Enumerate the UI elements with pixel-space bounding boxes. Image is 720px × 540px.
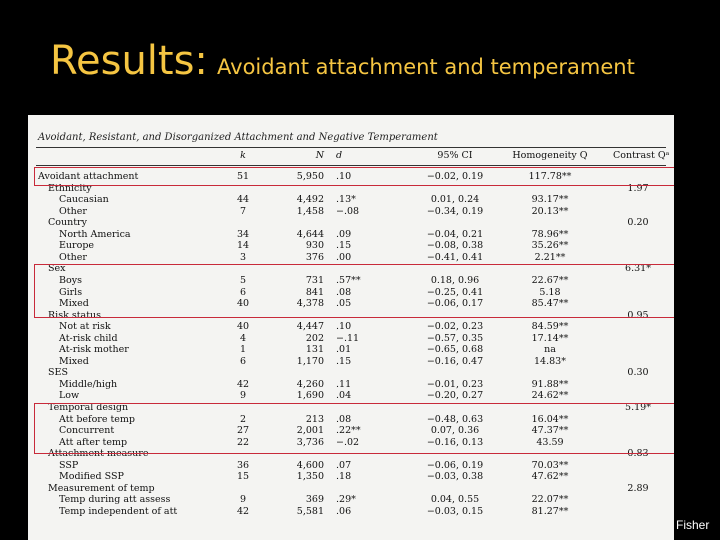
- row-label: SSP: [59, 459, 79, 471]
- cell-d: −.11: [336, 332, 360, 344]
- cell-n: 1,690: [296, 390, 324, 402]
- row-label: North America: [59, 228, 131, 240]
- cell-k: 22: [236, 436, 250, 448]
- cell-d: .10: [336, 171, 352, 182]
- table-row: [28, 333, 674, 345]
- row-label: SES: [48, 367, 68, 379]
- cell-ci: 0.07, 0.36: [430, 425, 480, 437]
- cell-contrast-q: 5.19*: [625, 402, 651, 413]
- table-row: [28, 460, 674, 472]
- table-row: [28, 390, 674, 402]
- cell-ci: −0.01, 0.23: [426, 378, 484, 390]
- header-contrast-q: Contrast Qᵃ: [613, 150, 670, 161]
- row-label: Girls: [59, 286, 83, 298]
- cell-contrast-q: 0.20: [627, 217, 649, 229]
- cell-n: 4,600: [296, 459, 324, 471]
- table-row: [28, 217, 674, 229]
- row-label: Att before temp: [59, 413, 135, 425]
- cell-ci: −0.57, 0.35: [426, 332, 484, 344]
- row-label: Measurement of temp: [48, 482, 155, 494]
- slide-title: [50, 38, 635, 84]
- cell-k: 5: [239, 274, 247, 286]
- header-q: Homogeneity Q: [512, 150, 588, 161]
- cell-n: 930: [305, 240, 324, 252]
- cell-homogeneity-q: 91.88**: [531, 378, 569, 390]
- cell-n: 213: [305, 413, 324, 425]
- cell-d: .15: [336, 240, 352, 252]
- table-row: [28, 494, 674, 506]
- cell-ci: −0.16, 0.13: [426, 436, 484, 448]
- cell-d: .09: [336, 228, 352, 240]
- cell-d: .15: [336, 355, 352, 367]
- cell-d: .08: [336, 286, 352, 298]
- table-row: [28, 506, 674, 518]
- table-row: [28, 252, 674, 264]
- cell-n: 202: [305, 332, 324, 344]
- table-row: [28, 483, 674, 495]
- table-row: [28, 194, 674, 206]
- cell-d: .10: [336, 321, 352, 333]
- cell-d: .29*: [336, 494, 356, 506]
- cell-d: .07: [336, 459, 352, 471]
- cell-k: 42: [236, 378, 250, 390]
- cell-n: 2,001: [296, 425, 324, 437]
- cell-ci: 0.01, 0.24: [430, 194, 480, 206]
- table-row: [28, 229, 674, 241]
- cell-k: 1: [239, 344, 247, 356]
- table-row: [28, 321, 674, 333]
- cell-homogeneity-q: 24.62**: [531, 390, 569, 402]
- row-label: Risk status: [48, 309, 102, 321]
- cell-ci: −0.06, 0.17: [426, 298, 484, 310]
- row-label: Country: [48, 217, 87, 229]
- cell-k: 42: [236, 505, 250, 517]
- cell-n: 4,260: [296, 378, 324, 390]
- cell-k: 2: [239, 413, 247, 425]
- table-row: [28, 471, 674, 483]
- table-row: [28, 240, 674, 252]
- cell-k: 40: [236, 321, 250, 333]
- cell-n: 4,644: [296, 228, 324, 240]
- cell-n: 3,736: [296, 436, 324, 448]
- cell-ci: −0.41, 0.41: [426, 251, 484, 263]
- cell-homogeneity-q: 47.37**: [531, 425, 569, 437]
- row-label: Ethnicity: [48, 182, 92, 194]
- cell-n: 1,350: [296, 471, 324, 483]
- cell-homogeneity-q: 85.47**: [531, 298, 569, 310]
- cell-k: 36: [236, 459, 250, 471]
- row-label: Caucasian: [59, 194, 109, 206]
- cell-d: .00: [336, 251, 352, 263]
- cell-contrast-q: 6.31*: [625, 263, 651, 275]
- cell-homogeneity-q: na: [544, 344, 556, 356]
- slide-title-main: Results:: [50, 38, 208, 84]
- cell-ci: −0.48, 0.63: [426, 413, 484, 425]
- cell-ci: −0.20, 0.27: [426, 390, 484, 402]
- table-row: [28, 344, 674, 356]
- cell-d: −.08: [336, 205, 360, 217]
- cell-homogeneity-q: 84.59**: [531, 321, 569, 333]
- cell-d: .04: [336, 390, 352, 402]
- cell-homogeneity-q: 93.17**: [531, 194, 569, 206]
- cell-homogeneity-q: 70.03**: [531, 459, 569, 471]
- table-row: [28, 356, 674, 368]
- cell-k: 34: [236, 228, 250, 240]
- header-k: k: [240, 150, 246, 161]
- cell-contrast-q: 0.30: [627, 367, 649, 379]
- cell-k: 15: [236, 471, 250, 483]
- cell-homogeneity-q: 17.14**: [531, 332, 569, 344]
- cell-n: 131: [305, 344, 324, 356]
- highlight-box-temporal: [34, 403, 674, 454]
- cell-n: 376: [305, 251, 324, 263]
- cell-d: .01: [336, 344, 352, 356]
- cell-ci: −0.02, 0.19: [426, 171, 484, 182]
- row-label: Not at risk: [59, 321, 111, 333]
- highlight-box-sex: [34, 264, 674, 318]
- cell-homogeneity-q: 35.26**: [531, 240, 569, 252]
- cell-ci: −0.06, 0.19: [426, 459, 484, 471]
- row-label: Europe: [59, 240, 95, 252]
- table-caption: Avoidant, Resistant, and Disorganized Attachment and Negative Temperament: [38, 132, 438, 143]
- cell-homogeneity-q: 14.83*: [534, 355, 566, 367]
- cell-homogeneity-q: 22.07**: [531, 494, 569, 506]
- table-row: [28, 379, 674, 391]
- cell-d: −.02: [336, 436, 360, 448]
- cell-ci: −0.02, 0.23: [426, 321, 484, 333]
- cell-ci: −0.03, 0.15: [426, 505, 484, 517]
- source-credit: Fisher: [676, 518, 710, 532]
- cell-homogeneity-q: 47.62**: [531, 471, 569, 483]
- cell-n: 5,950: [296, 171, 324, 182]
- row-label: Mixed: [59, 298, 89, 310]
- cell-k: 6: [239, 286, 247, 298]
- row-label: Avoidant attachment: [38, 171, 139, 182]
- row-label: Temp during att assess: [59, 494, 171, 506]
- table-header: [28, 150, 674, 162]
- table-panel: [28, 115, 674, 540]
- cell-ci: 0.18, 0.96: [430, 274, 480, 286]
- row-label: Attachment measure: [48, 448, 149, 460]
- row-label: Temporal design: [48, 402, 129, 413]
- cell-n: 841: [305, 286, 324, 298]
- cell-n: 5,581: [296, 505, 324, 517]
- cell-k: 27: [236, 425, 250, 437]
- row-label: Concurrent: [59, 425, 115, 437]
- cell-ci: −0.03, 0.38: [426, 471, 484, 483]
- cell-d: .06: [336, 505, 352, 517]
- cell-n: 369: [305, 494, 324, 506]
- row-label: Temp independent of att: [59, 505, 178, 517]
- cell-homogeneity-q: 78.96**: [531, 228, 569, 240]
- cell-n: 1,170: [296, 355, 324, 367]
- cell-k: 7: [239, 205, 247, 217]
- cell-ci: −0.65, 0.68: [426, 344, 484, 356]
- row-label: Sex: [48, 263, 66, 275]
- cell-contrast-q: 0.95: [627, 309, 649, 321]
- cell-homogeneity-q: 22.67**: [531, 274, 569, 286]
- cell-k: 6: [239, 355, 247, 367]
- row-label: Modified SSP: [59, 471, 124, 483]
- row-label: At-risk mother: [59, 344, 129, 356]
- header-ci: 95% CI: [437, 150, 473, 161]
- cell-contrast-q: 0.83: [627, 448, 649, 460]
- cell-d: .18: [336, 471, 352, 483]
- cell-ci: −0.16, 0.47: [426, 355, 484, 367]
- highlight-box-avoidant: [34, 167, 674, 186]
- cell-d: .11: [336, 378, 352, 390]
- row-label: Low: [59, 390, 80, 402]
- cell-ci: −0.08, 0.38: [426, 240, 484, 252]
- row-label: Other: [59, 251, 87, 263]
- row-label: Middle/high: [59, 378, 118, 390]
- cell-ci: −0.34, 0.19: [426, 205, 484, 217]
- cell-homogeneity-q: 2.21**: [534, 251, 566, 263]
- cell-d: .22**: [336, 425, 361, 437]
- cell-d: .57**: [336, 274, 361, 286]
- row-label: Att after temp: [59, 436, 128, 448]
- table-top-rule: [36, 147, 666, 148]
- cell-ci: 0.04, 0.55: [430, 494, 480, 506]
- cell-k: 40: [236, 298, 250, 310]
- row-label: Boys: [59, 274, 82, 286]
- cell-k: 4: [239, 332, 247, 344]
- slide-title-sub: Avoidant attachment and temperament: [217, 55, 635, 79]
- cell-d: .13*: [336, 194, 356, 206]
- row-label: At-risk child: [59, 332, 118, 344]
- cell-n: 4,447: [296, 321, 324, 333]
- cell-homogeneity-q: 20.13**: [531, 205, 569, 217]
- cell-k: 3: [239, 251, 247, 263]
- cell-n: 4,378: [296, 298, 324, 310]
- table-row: [28, 367, 674, 379]
- cell-homogeneity-q: 5.18: [539, 286, 561, 298]
- table-row: [28, 206, 674, 218]
- cell-n: 4,492: [296, 194, 324, 206]
- cell-n: 731: [305, 274, 324, 286]
- cell-contrast-q: 1.97: [627, 182, 649, 194]
- cell-k: 9: [239, 390, 247, 402]
- header-d: d: [336, 150, 343, 161]
- cell-ci: −0.04, 0.21: [426, 228, 484, 240]
- cell-d: .08: [336, 413, 352, 425]
- row-label: Other: [59, 205, 87, 217]
- cell-homogeneity-q: 43.59: [536, 436, 564, 448]
- header-n: N: [315, 150, 324, 161]
- table-header-rule: [36, 165, 666, 166]
- cell-homogeneity-q: 81.27**: [531, 505, 569, 517]
- cell-n: 1,458: [296, 205, 324, 217]
- cell-d: .05: [336, 298, 352, 310]
- cell-homogeneity-q: 16.04**: [531, 413, 569, 425]
- row-label: Mixed: [59, 355, 89, 367]
- cell-k: 9: [239, 494, 247, 506]
- cell-k: 44: [236, 194, 250, 206]
- cell-k: 14: [236, 240, 250, 252]
- cell-homogeneity-q: 117.78**: [528, 171, 572, 182]
- cell-contrast-q: 2.89: [627, 482, 649, 494]
- cell-ci: −0.25, 0.41: [426, 286, 484, 298]
- cell-k: 51: [236, 171, 250, 182]
